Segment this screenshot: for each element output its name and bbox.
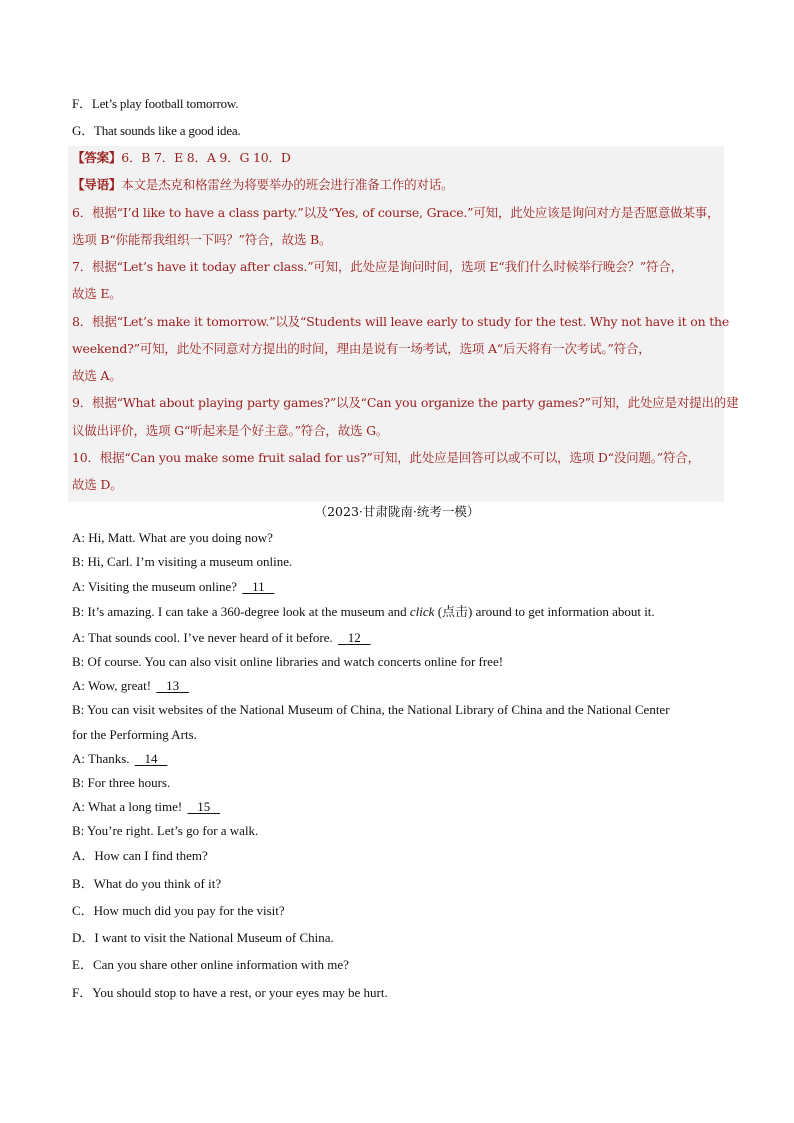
guide-line	[72, 177, 453, 193]
dialogue-line	[72, 799, 222, 815]
question-source: （2023·甘肃陇南·统考一模）	[314, 504, 480, 519]
explanation-line: weekend?”可知，此处不同意对方提出的时间，理由是说有一场考试，选项 A“后天将有一次考试。”符合，	[72, 341, 651, 356]
option-f-top: F．Let’s play football tomorrow.	[72, 96, 239, 111]
blank-number: 15	[197, 799, 211, 814]
dialogue-italic-word: click	[409, 604, 435, 619]
guide-tag: 【导语】	[72, 177, 122, 192]
blank-11[interactable]	[240, 579, 276, 595]
option-a: A．How can I find them?	[72, 848, 208, 863]
explanation-line: 7．根据“Let’s have it today after class.”可知，此处应是询问时间，选项 E“我们什么时候举行晚会？”符合，	[72, 259, 683, 274]
dialogue-text: A: Wow, great!	[72, 678, 152, 693]
dialogue-text: A: Thanks.	[72, 751, 130, 766]
dialogue-line	[72, 604, 655, 620]
blank-number: 12	[347, 630, 361, 645]
dialogue-line: A: Hi, Matt. What are you doing now?	[72, 530, 273, 545]
dialogue-text: A: That sounds cool. I’ve never heard of it before.	[72, 630, 333, 645]
option-g-top: G．That sounds like a good idea.	[72, 123, 241, 138]
dialogue-line: for the Performing Arts.	[72, 727, 197, 742]
option-b: B．What do you think of it?	[72, 876, 222, 891]
dialogue-line: B: For three hours.	[72, 775, 171, 790]
guide-text: 本文是杰克和格雷丝为将要举办的班会进行准备工作的对话。	[121, 177, 454, 192]
explanation-line: 6．根据“I’d like to have a class party.”以及“Yes, of course, Grace.”可知，此处应该是询问对方是否愿意做某事，	[72, 205, 720, 220]
dialogue-line	[72, 630, 373, 646]
answer-text: 6．B 7．E 8．A 9．G 10．D	[121, 150, 291, 165]
blank-15[interactable]	[185, 799, 222, 815]
blank-13[interactable]	[154, 678, 191, 694]
dialogue-text: B: It’s amazing. I can take a 360-degree look at the museum and	[72, 604, 410, 619]
dialogue-line: B: You’re right. Let’s go for a walk.	[72, 823, 259, 838]
dialogue-line	[72, 678, 191, 694]
explanation-line: 故选 D。	[72, 477, 123, 492]
explanation-line: 10．根据“Can you make some fruit salad for us?”可知，此处应是回答可以或不可以，选项 D“没问题。”符合，	[72, 450, 700, 465]
explanation-line: 选项 B“你能帮我组织一下吗？”符合，故选 B。	[72, 232, 332, 247]
dialogue-line: B: Of course. You can also visit online libraries and watch concerts online for free!	[72, 654, 504, 669]
explanation-line: 故选 E。	[72, 286, 122, 301]
explanation-line: 8．根据“Let’s make it tomorrow.”以及“Students will leave early to study for the test. Why not have it on the	[72, 314, 730, 329]
blank-number: 13	[166, 678, 180, 693]
blank-number: 14	[144, 751, 158, 766]
blank-number: 11	[252, 579, 265, 594]
blank-14[interactable]	[133, 751, 170, 767]
option-d: D．I want to visit the National Museum of China.	[72, 930, 334, 945]
answer-line	[72, 150, 291, 166]
dialogue-line: B: You can visit websites of the National Museum of China, the National Library of China and the National Center	[72, 702, 670, 717]
dialogue-text: (点击) around to get information about it.	[434, 604, 655, 619]
explanation-line: 9．根据“What about playing party games?”以及“Can you organize the party games?”可知，此处应是对提出的建	[72, 395, 739, 410]
dialogue-line: B: Hi, Carl. I’m visiting a museum online.	[72, 554, 293, 569]
blank-12[interactable]	[336, 630, 373, 646]
option-e: E．Can you share other online information with me?	[72, 957, 349, 972]
dialogue-line	[72, 579, 276, 595]
option-c: C．How much did you pay for the visit?	[72, 903, 285, 918]
answer-tag: 【答案】	[72, 150, 122, 165]
dialogue-text: A: Visiting the museum online?	[72, 579, 238, 594]
option-f: F．You should stop to have a rest, or your eyes may be hurt.	[72, 985, 388, 1000]
explanation-line: 故选 A。	[72, 368, 122, 383]
dialogue-line	[72, 751, 169, 767]
explanation-line: 议做出评价，选项 G“听起来是个好主意。”符合，故选 G。	[72, 423, 389, 438]
dialogue-text: A: What a long time!	[72, 799, 183, 814]
